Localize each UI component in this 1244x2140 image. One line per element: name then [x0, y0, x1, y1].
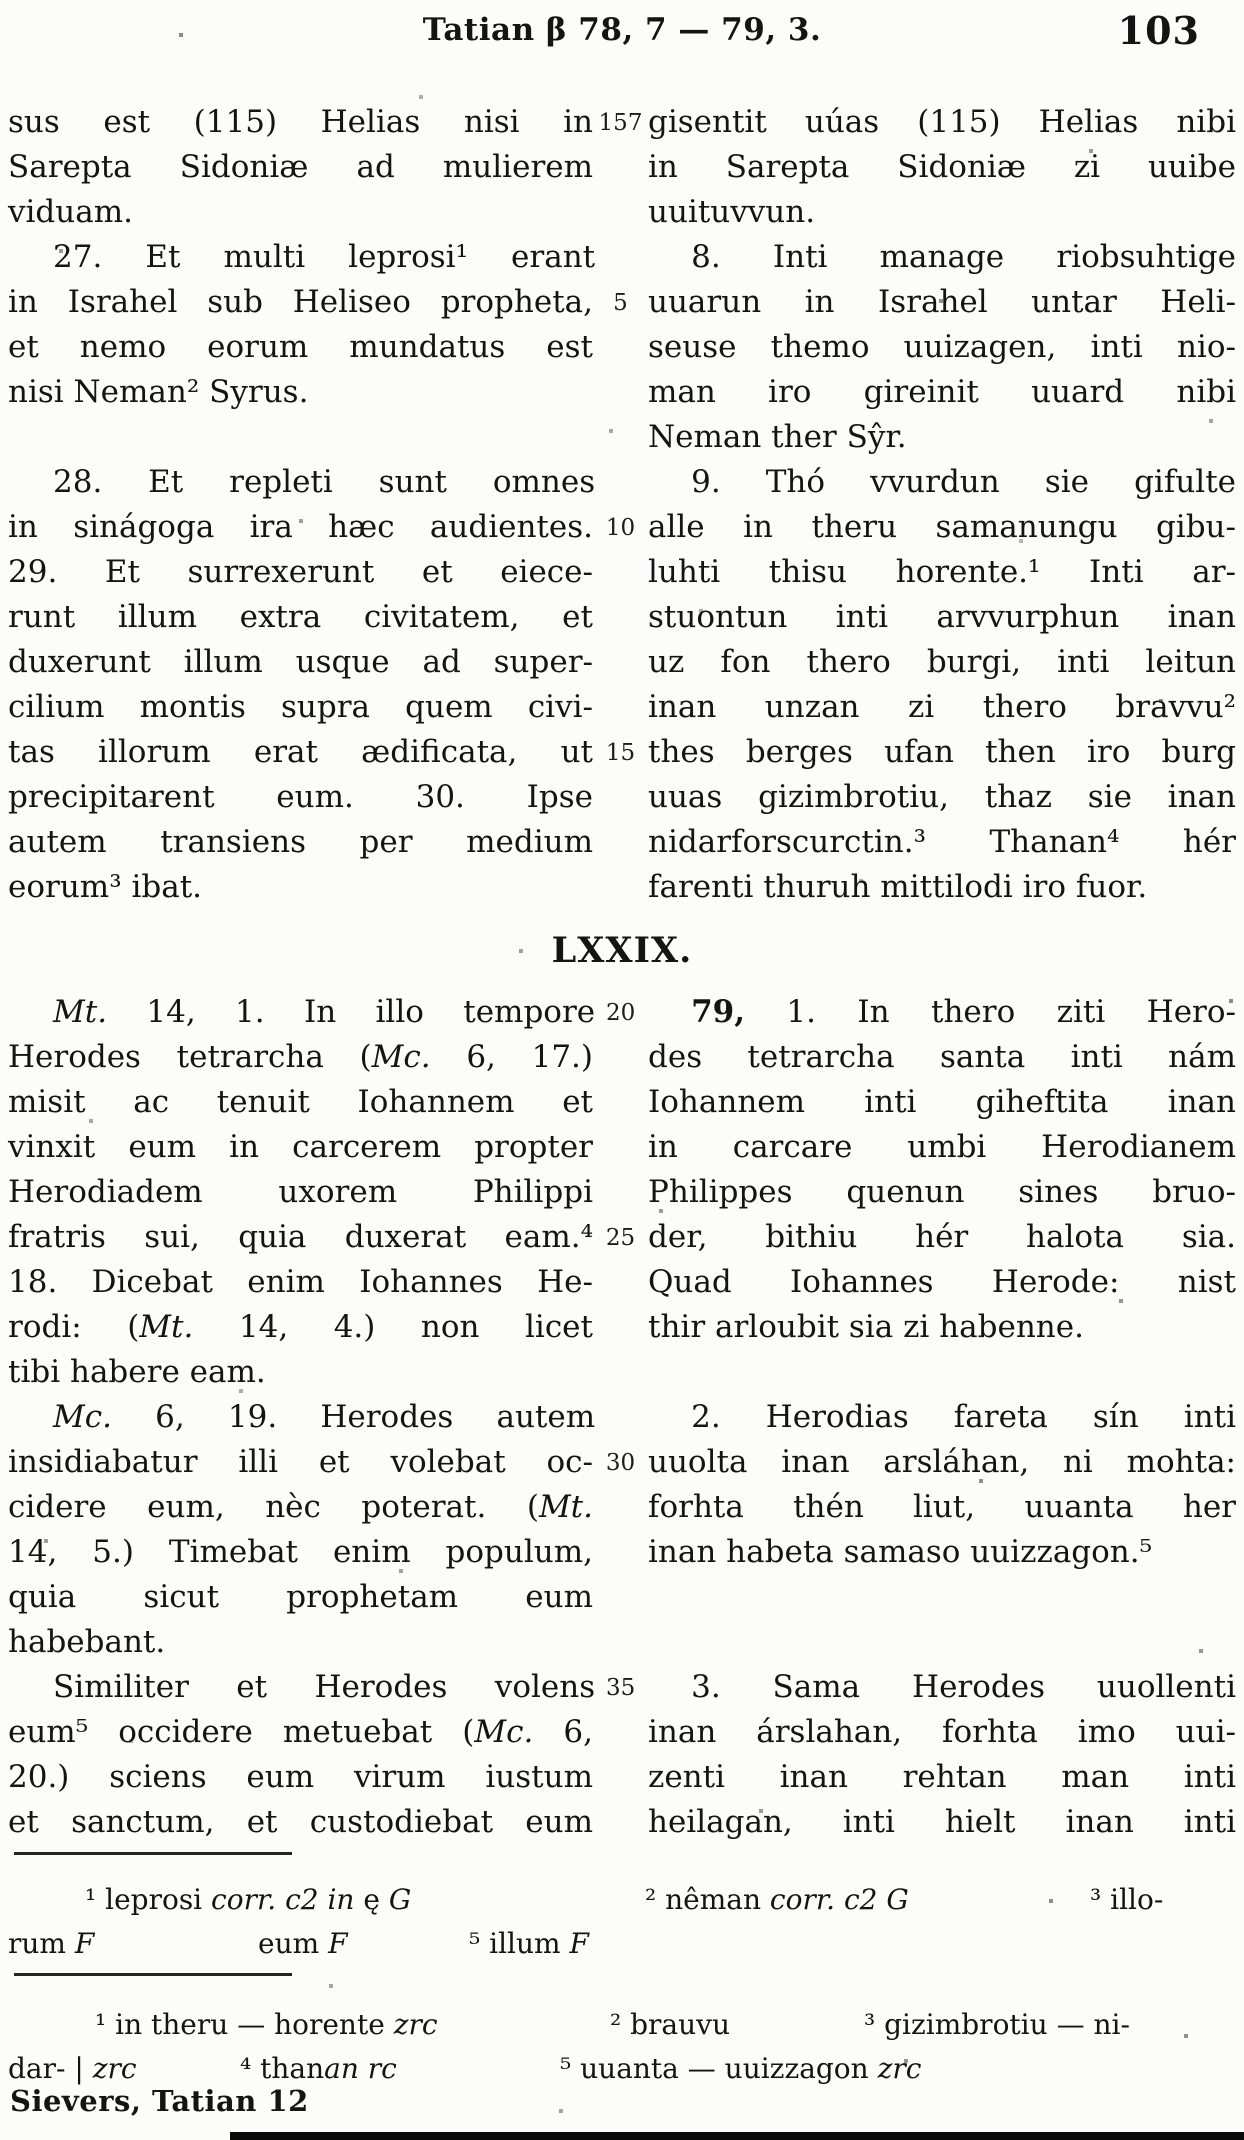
text-line: [8, 1395, 1236, 1440]
footnote-line: [0, 2005, 1244, 2049]
line-number: [595, 235, 646, 280]
line-number: [593, 1710, 648, 1755]
line-number: [593, 415, 648, 460]
german-column-line: man iro gireinit uuard nibi: [648, 374, 1236, 410]
text-line: [8, 1665, 1236, 1710]
german-column-line: stuontun inti arvvurphun inan: [648, 599, 1236, 635]
text-line: [8, 370, 1236, 415]
latin-column-line: 29. Et surrexerunt et eiece-: [8, 554, 593, 590]
german-column-line: des tetrarcha santa inti nám: [648, 1039, 1236, 1075]
german-column-line: 79, 1. In thero ziti Hero-: [691, 994, 1236, 1030]
text-line: [8, 190, 1236, 235]
german-column-line: luhti thisu horente.¹ Inti ar-: [648, 554, 1236, 590]
line-number: [593, 820, 648, 865]
latin-column-line: fratris sui, quia duxerat eam.⁴: [8, 1219, 593, 1255]
text-line: [8, 415, 1236, 460]
line-number: [593, 1620, 648, 1665]
latin-column-line: et nemo eorum mundatus est: [8, 329, 593, 365]
running-header: [0, 8, 1244, 64]
page-number: 103: [1117, 8, 1200, 53]
text-line: [8, 1800, 1236, 1845]
line-number: [593, 1800, 648, 1845]
footnote-rule-latin: [14, 1852, 292, 1855]
german-column-line: inan árslahan, forhta imo uui-: [648, 1714, 1236, 1750]
line-number: 15: [605, 740, 636, 766]
footnote-segment: ⁵ uuanta — uuizzagon zrc: [560, 2052, 922, 2085]
line-number: [593, 1125, 648, 1170]
latin-column-line: Mt. 14, 1. In illo tempore: [53, 994, 596, 1030]
footnote-rule-german: [14, 1973, 292, 1976]
text-line: [8, 775, 1236, 820]
german-column-line: 8. Inti manage riobsuhtige: [691, 239, 1236, 275]
footnote-segment: rum F: [8, 1927, 95, 1960]
text-line: [8, 505, 1236, 550]
latin-column-line: quia sicut prophetam eum: [8, 1579, 593, 1615]
line-number: 10: [605, 515, 636, 541]
latin-column-line: eum⁵ occidere metuebat (Mc. 6,: [8, 1714, 593, 1750]
text-line: [8, 1440, 1236, 1485]
line-number: [593, 1575, 648, 1620]
latin-column-line: sus est (115) Helias nisi in: [8, 104, 593, 140]
latin-column-line: 18. Dicebat enim Iohannes He-: [8, 1264, 593, 1300]
german-column-line: farenti thuruh mittilodi iro fuor.: [648, 869, 1148, 905]
german-column-line: thes berges ufan then iro burg: [648, 734, 1236, 770]
line-number: [593, 1035, 648, 1080]
text-line: [8, 280, 1236, 325]
text-line: [8, 1755, 1236, 1800]
latin-column-line: 27. Et multi leprosi¹ erant: [53, 239, 596, 275]
line-number: [593, 325, 648, 370]
footnotes-german: [0, 2005, 1244, 2093]
text-line: [8, 550, 1236, 595]
footnote-segment: ² brauvu: [610, 2008, 731, 2041]
german-column-line: [648, 1350, 1236, 1395]
text-line: [8, 1350, 1236, 1395]
text-block-lxxix: [8, 990, 1236, 1845]
line-number: [593, 640, 648, 685]
latin-column-line: viduam.: [8, 194, 133, 230]
text-line: [8, 1260, 1236, 1305]
line-number: 25: [605, 1225, 636, 1251]
german-column-line: thir arloubit sia zi habenne.: [648, 1309, 1084, 1345]
latin-column-line: misit ac tenuit Iohannem et: [8, 1084, 593, 1120]
latin-column-line: 20.) sciens eum virum iustum: [8, 1759, 593, 1795]
latin-column-line: Similiter et Herodes volens: [53, 1669, 596, 1705]
german-column-line: [648, 1620, 1236, 1665]
footnote-segment: eum F: [258, 1927, 348, 1960]
latin-column-line: cilium montis supra quem civi-: [8, 689, 593, 725]
text-line: [8, 100, 1236, 145]
text-line: [8, 1620, 1236, 1665]
latin-column-line: Sarepta Sidoniæ ad mulierem: [8, 149, 593, 185]
scan-noise: [0, 0, 2, 2]
latin-column-line: Herodiadem uxorem Philippi: [8, 1174, 593, 1210]
line-number: [593, 865, 648, 910]
german-column-line: 9. Thó vvurdun sie gifulte: [691, 464, 1236, 500]
footnote-line: [0, 1880, 1244, 1924]
line-number: [593, 1485, 648, 1530]
footnote-segment: ³ gizimbrotiu — ni-: [864, 2008, 1130, 2041]
latin-column-line: 14, 5.) Timebat enim populum,: [8, 1534, 593, 1570]
german-column-line: forhta thén liut, uuanta her: [648, 1489, 1236, 1525]
line-number: [593, 550, 648, 595]
german-column-line: Quad Iohannes Herode: nist: [648, 1264, 1236, 1300]
latin-column-line: Herodes tetrarcha (Mc. 6, 17.): [8, 1039, 593, 1075]
latin-column-line: in Israhel sub Heliseo propheta,: [8, 284, 593, 320]
footnote-segment: ¹ in theru — horente zrc: [95, 2008, 438, 2041]
german-column-line: 2. Herodias fareta sín inti: [691, 1399, 1236, 1435]
line-number: [593, 190, 648, 235]
line-number: [593, 1530, 648, 1575]
page-title: Tatian β 78, 7 — 79, 3.: [422, 12, 822, 48]
german-column-line: Philippes quenun sines bruo-: [648, 1174, 1236, 1210]
line-number: [593, 1350, 648, 1395]
latin-column-line: rodi: (Mt. 14, 4.) non licet: [8, 1309, 593, 1345]
text-line: [8, 1215, 1236, 1260]
text-line: [8, 1080, 1236, 1125]
german-column-line: gisentit uúas (115) Helias nibi: [648, 104, 1236, 140]
latin-column-line: habebant.: [8, 1624, 166, 1660]
german-column-line: Neman ther Sŷr.: [648, 419, 907, 455]
footnote-segment: dar- | zrc: [8, 2052, 137, 2085]
footnote-segment: ³ illo-: [1090, 1883, 1164, 1916]
german-column-line: uuarun in Israhel untar Heli-: [648, 284, 1236, 320]
text-line: [8, 1575, 1236, 1620]
line-number: 30: [605, 1450, 636, 1476]
german-column-line: 3. Sama Herodes uuollenti: [691, 1669, 1236, 1705]
text-line: [8, 1125, 1236, 1170]
german-column-line: zenti inan rehtan man inti: [648, 1759, 1236, 1795]
footnote-segment: ⁵ illum F: [469, 1927, 589, 1960]
line-number: 157: [598, 110, 643, 136]
line-number: [593, 370, 648, 415]
latin-column-line: insidiabatur illi et volebat oc-: [8, 1444, 593, 1480]
latin-column-line: runt illum extra civitatem, et: [8, 599, 593, 635]
latin-column-line: cidere eum, nèc poterat. (Mt.: [8, 1489, 593, 1525]
text-line: [8, 145, 1236, 190]
line-number: [593, 1755, 648, 1800]
line-number: 5: [613, 290, 628, 316]
text-line: [8, 595, 1236, 640]
text-line: [8, 865, 1236, 910]
text-line: [8, 1485, 1236, 1530]
text-line: [8, 235, 1236, 280]
latin-column-line: 28. Et repleti sunt omnes: [53, 464, 596, 500]
german-column-line: [648, 1575, 1236, 1620]
german-column-line: inan habeta samaso uuizzagon.⁵: [648, 1534, 1153, 1570]
scan-artifact-bar: [230, 2132, 1244, 2140]
line-number: 35: [605, 1675, 636, 1701]
line-number: [593, 685, 648, 730]
text-line: [8, 325, 1236, 370]
text-line: [8, 1710, 1236, 1755]
latin-column-line: in sinágoga ira hæc audientes.: [8, 509, 593, 545]
german-column-line: uuituvvun.: [648, 194, 816, 230]
german-column-line: in Sarepta Sidoniæ zi uuibe: [648, 149, 1236, 185]
line-number: [593, 145, 648, 190]
line-number: [593, 1305, 648, 1350]
footnote-line: [0, 1924, 1244, 1968]
german-column-line: in carcare umbi Herodianem: [648, 1129, 1236, 1165]
latin-column-line: autem transiens per medium: [8, 824, 593, 860]
latin-column-line: nisi Neman² Syrus.: [8, 374, 309, 410]
footnote-segment: ⁴ thanan rc: [240, 2052, 397, 2085]
text-line: [8, 460, 1236, 505]
line-number: [593, 1170, 648, 1215]
text-line: [8, 1170, 1236, 1215]
german-column-line: uz fon thero burgi, inti leitun: [648, 644, 1236, 680]
latin-column-line: et sanctum, et custodiebat eum: [8, 1804, 593, 1840]
latin-column-line: duxerunt illum usque ad super-: [8, 644, 593, 680]
line-number: [595, 1395, 646, 1440]
footnote-segment: ² nêman corr. c2 G: [645, 1883, 909, 1916]
line-number: [593, 1080, 648, 1125]
latin-column-line: [8, 415, 593, 460]
latin-column-line: precipitarent eum. 30. Ipse: [8, 779, 593, 815]
latin-column-line: tas illorum erat ædificata, ut: [8, 734, 593, 770]
text-line: [8, 685, 1236, 730]
german-column-line: Iohannem inti giheftita inan: [648, 1084, 1236, 1120]
text-line: [8, 1530, 1236, 1575]
german-column-line: uuas gizimbrotiu, thaz sie inan: [648, 779, 1236, 815]
text-line: [8, 730, 1236, 775]
line-number: [593, 595, 648, 640]
latin-column-line: eorum³ ibat.: [8, 869, 203, 905]
section-heading: LXXIX.: [551, 929, 693, 971]
german-column-line: seuse themo uuizagen, inti nio-: [648, 329, 1236, 365]
text-line: [8, 640, 1236, 685]
latin-column-line: Mc. 6, 19. Herodes autem: [53, 1399, 596, 1435]
printer-signature: Sievers, Tatian 12: [10, 2084, 309, 2118]
german-column-line: nidarforscurctin.³ Thanan⁴ hér: [648, 824, 1236, 860]
text-line: [8, 1035, 1236, 1080]
german-column-line: uuolta inan arsláhan, ni mohta:: [648, 1444, 1236, 1480]
latin-column-line: vinxit eum in carcerem propter: [8, 1129, 593, 1165]
line-number: [593, 1260, 648, 1305]
latin-column-line: tibi habere eam.: [8, 1354, 266, 1390]
footnote-segment: ¹ leprosi corr. c2 in ę G: [85, 1883, 412, 1916]
text-line: [8, 820, 1236, 865]
text-block-lxxviii: [8, 100, 1236, 910]
text-body: [8, 100, 1236, 1845]
german-column-line: heilagan, inti hielt inan inti: [648, 1804, 1236, 1840]
line-number: [595, 460, 646, 505]
text-line: [8, 990, 1236, 1035]
german-column-line: inan unzan zi thero bravvu²: [648, 689, 1236, 725]
line-number: 20: [605, 1000, 636, 1026]
german-column-line: der, bithiu hér halota sia.: [648, 1219, 1236, 1255]
text-line: [8, 1305, 1236, 1350]
german-column-line: alle in theru samanungu gibu-: [648, 509, 1236, 545]
footnotes-latin: [0, 1880, 1244, 1968]
line-number: [593, 775, 648, 820]
